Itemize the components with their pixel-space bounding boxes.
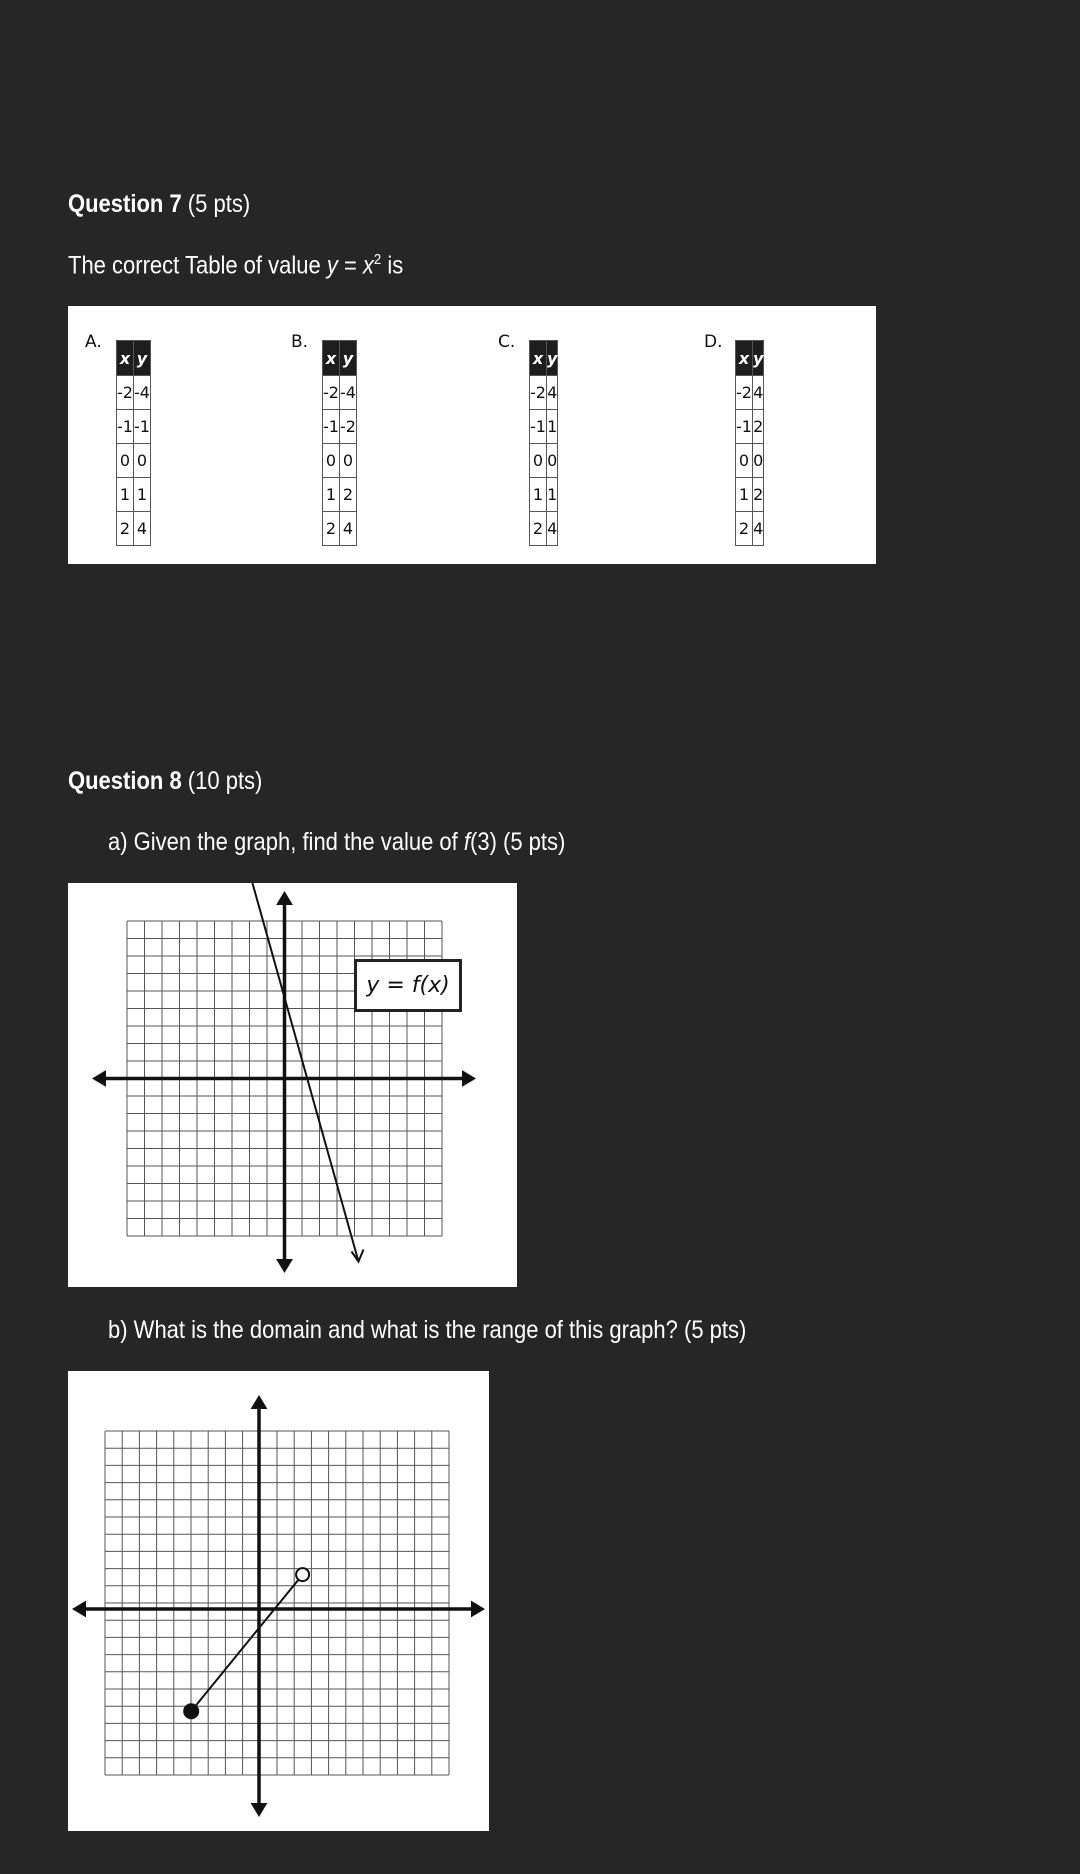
table-header: x — [323, 341, 340, 376]
table-row — [117, 376, 151, 410]
question-8a-prompt — [108, 828, 565, 857]
table-row — [323, 478, 357, 512]
table-row — [323, 444, 357, 478]
table-cell: 4 — [546, 512, 557, 546]
table-cell: 1 — [736, 478, 753, 512]
part-a-f: f — [463, 828, 471, 856]
table-cell: 1 — [323, 478, 340, 512]
option-letter: A. — [85, 332, 102, 352]
option-letter: D. — [704, 332, 723, 352]
table-cell: 0 — [530, 444, 547, 478]
table-header: y — [133, 341, 150, 376]
table-row — [323, 410, 357, 444]
table-row — [323, 512, 357, 546]
table-cell: -2 — [530, 376, 547, 410]
table-header: x — [530, 341, 547, 376]
table-header-row — [530, 341, 558, 376]
table-header-row — [736, 341, 764, 376]
x-axis-arrow-right — [462, 1070, 476, 1087]
table-cell: 0 — [339, 444, 356, 478]
y-axis-arrow-up — [251, 1395, 268, 1409]
table-cell: 2 — [736, 512, 753, 546]
y-axis-arrow-down — [276, 1259, 293, 1273]
table-cell: 4 — [752, 376, 763, 410]
table-cell: 0 — [133, 444, 150, 478]
table-row — [530, 410, 558, 444]
question-8b-prompt: b) What is the domain and what is the range of this graph? (5 pts) — [108, 1316, 747, 1344]
value-table — [322, 340, 357, 546]
prompt-suffix: is — [381, 251, 404, 280]
question-7-points: (5 pts) — [181, 190, 251, 218]
table-header: y — [752, 341, 763, 376]
table-cell: 1 — [530, 478, 547, 512]
function-label: y = f(x) — [366, 973, 450, 998]
table-row — [530, 376, 558, 410]
question-7-prompt — [68, 251, 403, 280]
option-letter: B. — [291, 332, 309, 352]
prompt-exponent: 2 — [373, 251, 382, 268]
part-a-suffix: (3) (5 pts) — [470, 828, 566, 856]
table-header: x — [736, 341, 753, 376]
table-cell: 0 — [736, 444, 753, 478]
table-cell: 0 — [117, 444, 134, 478]
option-letter: C. — [498, 332, 516, 352]
answer-choices-panel — [68, 306, 876, 564]
table-header: y — [339, 341, 356, 376]
closed-endpoint — [184, 1704, 198, 1718]
part-a-text: a) Given the graph, find the value of — [108, 828, 464, 856]
table-row — [736, 512, 764, 546]
table-cell: 1 — [546, 410, 557, 444]
table-cell: -2 — [323, 376, 340, 410]
table-cell: -2 — [339, 410, 356, 444]
table-cell: 2 — [530, 512, 547, 546]
table-cell: -1 — [117, 410, 134, 444]
question-8-title — [68, 767, 262, 796]
table-cell: 4 — [339, 512, 356, 546]
table-cell: -4 — [133, 376, 150, 410]
table-row — [117, 478, 151, 512]
graph-b — [68, 1371, 489, 1831]
open-endpoint — [296, 1568, 309, 1581]
table-cell: 2 — [339, 478, 356, 512]
table-row — [117, 444, 151, 478]
x-axis-arrow-right — [471, 1601, 485, 1618]
prompt-text: The correct Table of value — [68, 251, 327, 280]
table-header-row — [117, 341, 151, 376]
x-axis-arrow-left — [92, 1070, 106, 1087]
prompt-equals: = — [337, 251, 363, 280]
question-8-points: (10 pts) — [181, 767, 263, 795]
table-header: y — [546, 341, 557, 376]
question-7-label: Question 7 — [68, 190, 182, 218]
table-cell: 2 — [117, 512, 134, 546]
table-cell: 4 — [752, 512, 763, 546]
y-axis-arrow-up — [276, 891, 293, 905]
table-row — [736, 376, 764, 410]
table-cell: 1 — [546, 478, 557, 512]
table-row — [736, 444, 764, 478]
prompt-var-x: x — [362, 251, 374, 280]
table-row — [117, 512, 151, 546]
graph-b-panel — [68, 1371, 489, 1831]
table-cell: 0 — [752, 444, 763, 478]
table-cell: -1 — [323, 410, 340, 444]
table-cell: 0 — [323, 444, 340, 478]
table-row — [117, 410, 151, 444]
table-cell: 0 — [546, 444, 557, 478]
table-cell: 4 — [133, 512, 150, 546]
y-axis-arrow-down — [251, 1803, 268, 1817]
table-header: x — [117, 341, 134, 376]
table-cell: -4 — [339, 376, 356, 410]
question-7-title — [68, 190, 250, 219]
table-row — [530, 478, 558, 512]
x-axis-arrow-left — [72, 1601, 86, 1618]
table-cell: -1 — [133, 410, 150, 444]
table-cell: -2 — [736, 376, 753, 410]
table-row — [323, 376, 357, 410]
graph-a — [68, 883, 517, 1287]
graph-a-panel — [68, 883, 517, 1287]
table-row — [736, 478, 764, 512]
table-row — [736, 410, 764, 444]
table-cell: 1 — [133, 478, 150, 512]
value-table — [735, 340, 764, 546]
value-table — [116, 340, 151, 546]
table-cell: 1 — [117, 478, 134, 512]
table-row — [530, 512, 558, 546]
table-cell: 4 — [546, 376, 557, 410]
table-header-row — [323, 341, 357, 376]
table-cell: 2 — [323, 512, 340, 546]
table-row — [530, 444, 558, 478]
function-label-box — [354, 959, 462, 1012]
table-cell: -2 — [117, 376, 134, 410]
table-cell: 2 — [752, 478, 763, 512]
question-8-label: Question 8 — [68, 767, 182, 795]
table-cell: -1 — [530, 410, 547, 444]
table-cell: 2 — [752, 410, 763, 444]
table-cell: -1 — [736, 410, 753, 444]
value-table — [529, 340, 558, 546]
prompt-var-y: y — [326, 251, 338, 280]
